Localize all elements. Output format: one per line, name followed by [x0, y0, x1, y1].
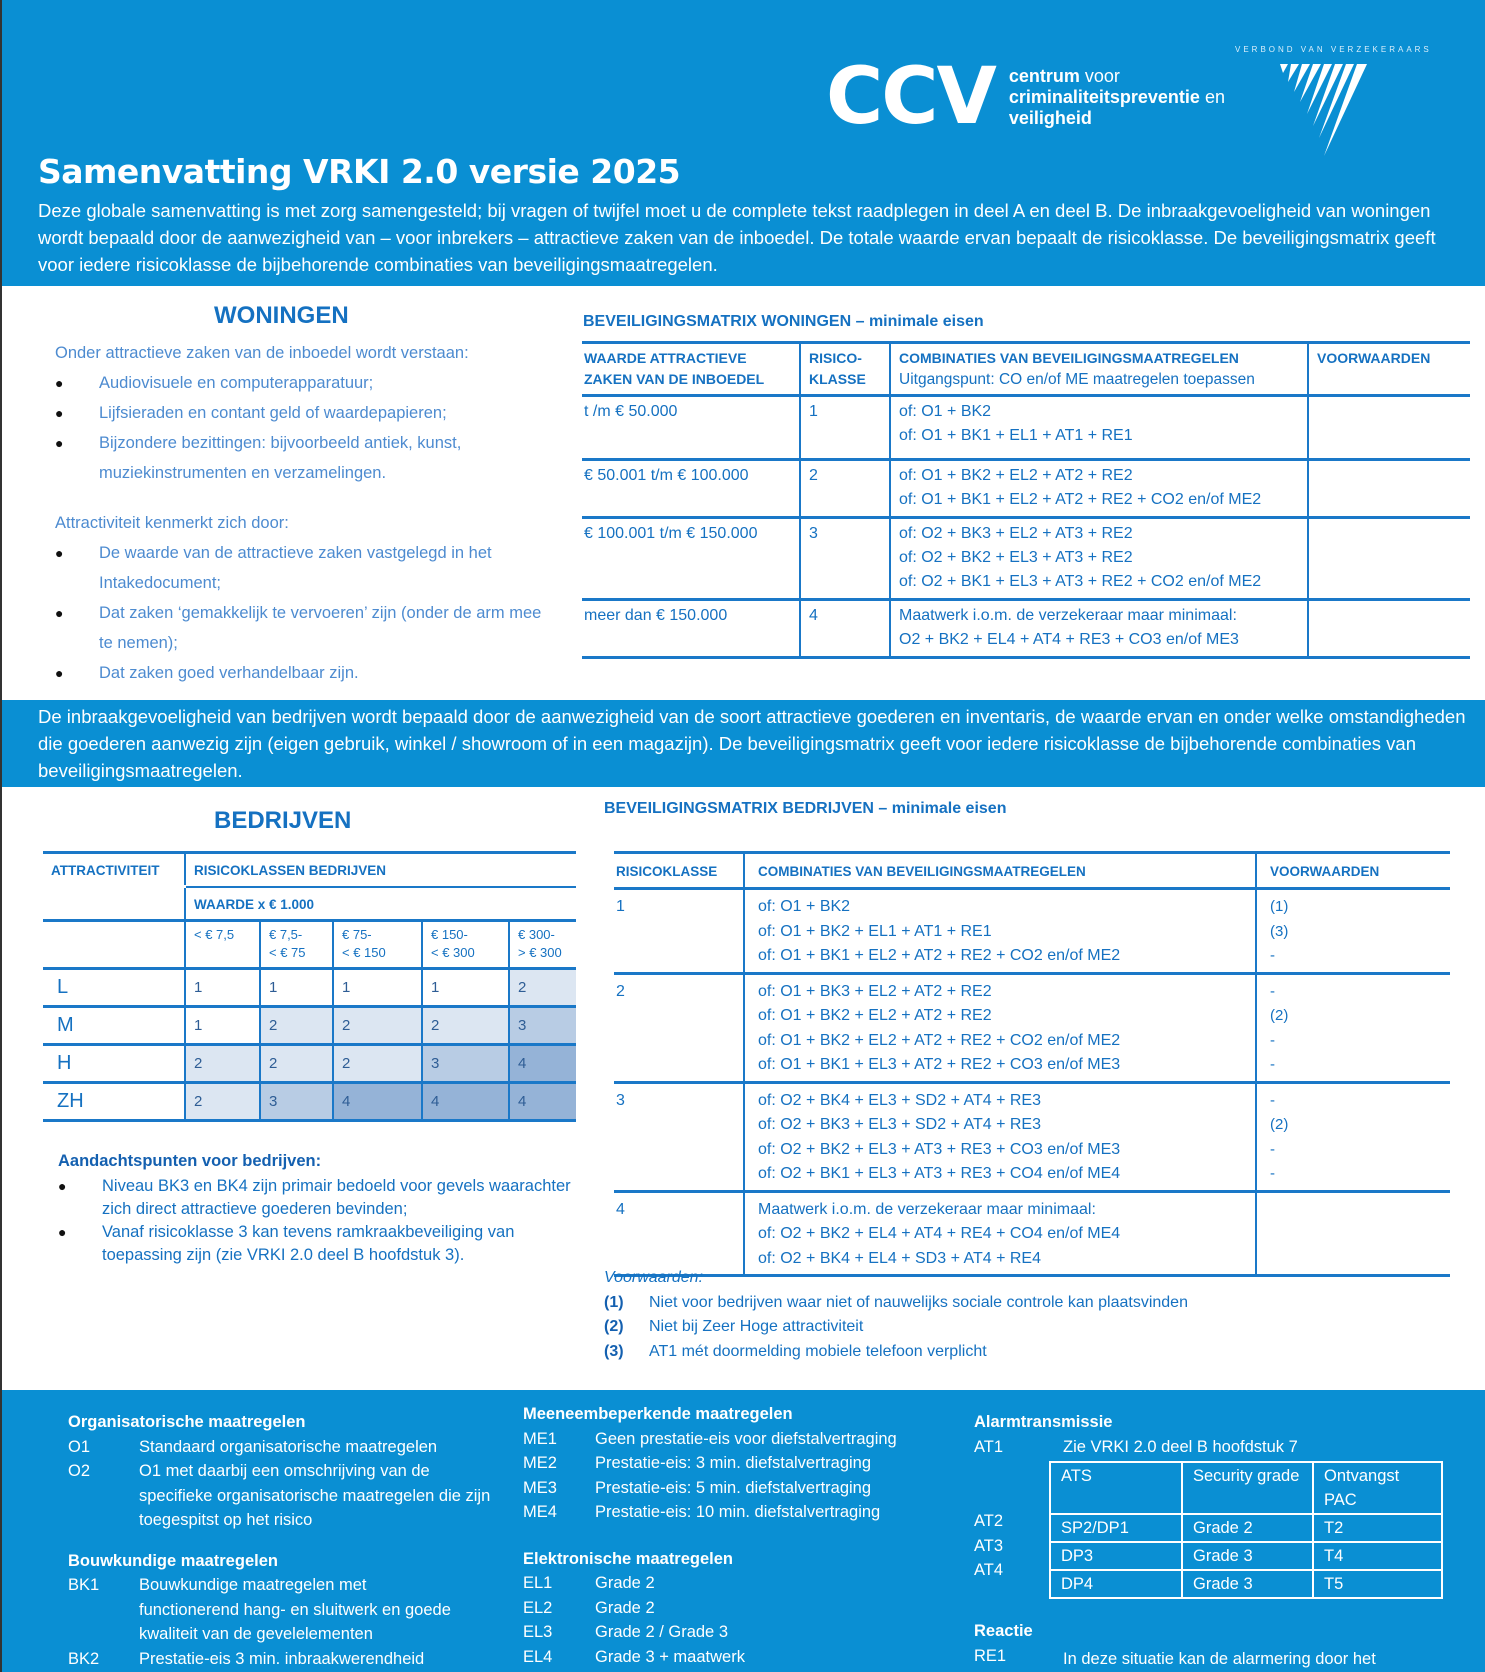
legend-item: ME4 Prestatie-eis: 10 min. diefstalvertraging — [523, 1503, 881, 1521]
list-item: ● De waarde van de attractieve zaken vastgelegd in het Intakedocument; — [55, 538, 555, 598]
bedrijven-heading: BEDRIJVEN — [214, 807, 352, 834]
bullet-icon: ● — [58, 1178, 67, 1194]
col-attractiviteit: ATTRACTIVITEIT — [51, 863, 160, 878]
list-item: (2) Niet bij Zeer Hoge attractiviteit — [604, 1318, 864, 1335]
table-row: meer dan € 150.000 4 Maatwerk i.o.m. de verzekeraar maar minimaal: O2 + BK2 + EL4 + AT4 + RE3 + CO3 en/of ME3 — [582, 600, 1470, 658]
list-item: ● Vanaf risicoklasse 3 kan tevens ramkraakbeveiliging van toepassing zijn (zie VRKI 2.0 deel B hoofdstuk 3). — [58, 1221, 578, 1267]
verbond-label: VERBOND VAN VERZEKERAARS — [1235, 45, 1432, 54]
bullet-icon: ● — [55, 605, 64, 621]
aandachtspunten — [58, 1150, 578, 1267]
legend-item: O2 O1 met daarbij een omschrijving van de specifieke organisatorische maatregelen die zijn toegespitst op het risico — [68, 1462, 491, 1529]
col-waarde: WAARDE ATTRACTIEVE ZAKEN VAN DE INBOEDEL — [584, 350, 765, 387]
legend-item: EL1 Grade 2 — [523, 1574, 655, 1592]
table-header-row: ATS Security grade Ontvangst PAC — [1050, 1462, 1442, 1514]
table-row: 2 of: O1 + BK3 + EL2 + AT2 + RE2 of: O1 + BK2 + EL2 + AT2 + RE2 of: O1 + BK2 + EL2 + AT2 + RE2 + CO2 en/of ME2 of: O1 + BK1 + EL3 + AT2 + RE2 + CO3 en/of ME3 - (2) - - — [614, 973, 1450, 1082]
woningen-matrix-table — [582, 341, 1470, 659]
col-combinaties: COMBINATIES VAN BEVEILIGINGSMAATREGELEN Uitgangspunt: CO en/of ME maatregelen toepassen — [890, 343, 1308, 396]
at-code: AT3 — [974, 1536, 1004, 1555]
bullet-icon: ● — [58, 1224, 67, 1240]
table-row: € 50.001 t/m € 100.000 2 of: O1 + BK2 + EL2 + AT2 + RE2 of: O1 + BK1 + EL2 + AT2 + RE2 + CO2 en/of ME2 — [582, 460, 1470, 518]
table-row: 1 of: O1 + BK2 of: O1 + BK2 + EL1 + AT1 + RE1 of: O1 + BK1 + EL2 + AT2 + RE2 + CO2 en/of ME2 (1) (3) - — [614, 889, 1450, 974]
table-header-row — [582, 343, 1470, 396]
legend-heading: Meeneembeperkende maatregelen — [523, 1405, 793, 1423]
table-row: ZH 2 3 4 4 4 — [43, 1083, 576, 1121]
bedrijven-matrix-table — [614, 851, 1450, 1277]
legend-item: O1 Standaard organisatorische maatregelen — [68, 1437, 438, 1456]
alarm-transmission-table — [1049, 1461, 1443, 1599]
aandachtspunten-heading: Aandachtspunten voor bedrijven: — [58, 1152, 322, 1170]
col-combinaties: COMBINATIES VAN BEVEILIGINGSMAATREGELEN — [744, 853, 1256, 889]
logo-line2: criminaliteitspreventie — [1008, 86, 1200, 107]
at-code: AT4 — [974, 1561, 1004, 1579]
ccv-logo-text — [1009, 66, 1225, 129]
woningen-heading: WONINGEN — [214, 302, 349, 329]
list1-lead: Onder attractieve zaken van de inboedel wordt verstaan: — [55, 344, 469, 362]
table-row: € 100.001 t/m € 150.000 3 of: O2 + BK3 + EL2 + AT3 + RE2 of: O2 + BK2 + EL3 + AT3 + RE2 of: O2 + BK1 + EL3 + AT3 + RE2 + CO2 en/of ME2 — [582, 518, 1470, 600]
header-band — [2, 0, 1485, 286]
col-voorwaarden: VOORWAARDEN — [1308, 343, 1470, 396]
list-item: ● Bijzondere bezittingen: bijvoorbeeld antiek, kunst, muziekinstrumenten en verzamelingen. — [55, 428, 555, 488]
voorwaarden-notes — [604, 1266, 1188, 1364]
legend-heading: Elektronische maatregelen — [523, 1549, 734, 1568]
table-row: 4 Maatwerk i.o.m. de verzekeraar maar minimaal: of: O2 + BK2 + EL4 + AT4 + RE4 + CO4 en/of ME4 of: O2 + BK4 + EL4 + SD3 + AT4 + RE4 — [614, 1191, 1450, 1276]
bullet-icon: ● — [55, 375, 64, 391]
list-item: ● Audiovisuele en computerapparatuur; — [55, 368, 555, 398]
legend-alarm-codes — [974, 1509, 1003, 1583]
table-row: SP2/DP1 Grade 2 T2 — [1050, 1514, 1442, 1542]
list-item: ● Dat zaken goed verhandelbaar zijn. — [55, 658, 555, 688]
bedrijven-intro-band: De inbraakgevoeligheid van bedrijven wordt bepaald door de aanwezigheid van de soort attractieve goederen en inventaris, de waarde ervan en onder welke omstandigheden die goederen aanwezig zijn (eigen gebruik, winkel / showroom of in een magazijn). De beveiligingsmatrix geeft voor iedere risicoklasse de bijbehorende combinaties van beveiligingsmaatregelen. — [2, 700, 1485, 787]
woningen-matrix-title: BEVEILIGINGSMATRIX WONINGEN – minimale eisen — [583, 313, 984, 330]
table-row: DP4 Grade 3 T5 — [1050, 1570, 1442, 1598]
table-subheader-row — [43, 887, 576, 921]
col-waarde: WAARDE x € 1.000 — [185, 887, 576, 921]
table-row: t /m € 50.000 1 of: O1 + BK2 of: O1 + BK1 + EL1 + AT1 + RE1 — [582, 396, 1470, 460]
bullet-icon: ● — [55, 665, 64, 681]
ccv-logo — [826, 52, 1225, 142]
table-header-row — [43, 853, 576, 887]
legend-alarm — [974, 1410, 1474, 1459]
list-item: (1) Niet voor bedrijven waar niet of nauwelijks sociale controle kan plaatsvinden — [604, 1293, 1188, 1311]
list-item: (3) AT1 mét doormelding mobiele telefoon verplicht — [604, 1342, 987, 1360]
table-row: H 2 2 2 3 4 — [43, 1045, 576, 1083]
legend-meeneem — [523, 1402, 953, 1669]
list2-lead: Attractiviteit kenmerkt zich door: — [55, 514, 289, 532]
bedrijven-matrix-title: BEVEILIGINGSMATRIX BEDRIJVEN – minimale eisen — [604, 800, 1007, 817]
legend-heading: Organisatorische maatregelen — [68, 1413, 306, 1431]
logo-line3: veiligheid — [1008, 107, 1092, 128]
legend-item: ME3 Prestatie-eis: 5 min. diefstalvertraging — [523, 1478, 872, 1497]
list-item: ● Dat zaken ‘gemakkelijk te vervoeren’ zijn (onder de arm mee te nemen); — [55, 598, 555, 658]
table-row: DP3 Grade 3 T4 — [1050, 1542, 1442, 1570]
logo-line1-light: voor — [1079, 65, 1120, 86]
woningen-lists — [55, 338, 555, 688]
verbond-triangle-icon — [1280, 64, 1370, 156]
ccv-logo-mark: CCV — [826, 52, 995, 142]
voorwaarden-heading: Voorwaarden: — [604, 1269, 704, 1286]
bullet-icon: ● — [55, 545, 64, 561]
legend-item: RE1 In deze situatie kan de alarmering door het — [974, 1646, 1376, 1668]
bullet-icon: ● — [55, 435, 64, 451]
col-voorwaarden: VOORWAARDEN — [1256, 853, 1450, 889]
legend-reactie — [974, 1619, 1474, 1671]
logo-line2-light: en — [1199, 86, 1225, 107]
col-klasse: RISICO- KLASSE — [800, 343, 890, 396]
legend-item: BK2 Prestatie-eis 3 min. inbraakwerendheid — [68, 1649, 425, 1668]
legend-item: BK1 Bouwkundige maatregelen met functionerend hang- en sluitwerk en goede kwaliteit van de gevelelementen — [68, 1576, 451, 1643]
verbond-logo — [1235, 45, 1432, 161]
legend-item: EL2 Grade 2 — [523, 1598, 655, 1617]
risicoklassen-table — [43, 851, 576, 1122]
logo-line1: centrum — [1008, 65, 1080, 86]
page-title: Samenvatting VRKI 2.0 versie 2025 — [38, 152, 681, 191]
legend-heading: Bouwkundige maatregelen — [68, 1551, 278, 1570]
table-row: 3 of: O2 + BK4 + EL3 + SD2 + AT4 + RE3 of: O2 + BK3 + EL3 + SD2 + AT4 + RE3 of: O2 + BK2 + EL3 + AT3 + RE3 + CO3 en/of ME3 of: O2 + BK1 + EL3 + AT3 + RE3 + CO4 en/of ME4 - (2) - - — [614, 1082, 1450, 1191]
col-klasse: RISICOKLASSE — [616, 864, 718, 879]
legend-item: EL4 Grade 3 + maatwerk — [523, 1647, 745, 1666]
legend-item: AT1 Zie VRKI 2.0 deel B hoofdstuk 7 — [974, 1437, 1298, 1456]
col-risicoklassen: RISICOKLASSEN BEDRIJVEN — [185, 853, 576, 887]
list-item: ● Niveau BK3 en BK4 zijn primair bedoeld voor gevels waarachter zich direct attractieve goederen bevinden; — [58, 1175, 578, 1221]
table-header-row — [614, 853, 1450, 889]
legend-heading: Alarmtransmissie — [974, 1413, 1113, 1431]
list-item: ● Lijfsieraden en contant geld of waardepapieren; — [55, 398, 555, 428]
legend-item: ME1 Geen prestatie-eis voor diefstalvertraging — [523, 1429, 897, 1448]
table-row: L 1 1 1 1 2 — [43, 969, 576, 1007]
table-row: M 1 2 2 2 3 — [43, 1007, 576, 1045]
intro-text: Deze globale samenvatting is met zorg samengesteld; bij vragen of twijfel moet u de complete tekst raadplegen in deel A en deel B. De inbraakgevoeligheid van woningen wordt bepaald door de aanwezigheid van – voor inbrekers – attractieve zaken van de inboedel. De totale waarde ervan bepaalt de risicoklasse. De beveiligingsmatrix geeft voor iedere risicoklasse de bijbehorende combinaties van beveiligingsmaatregelen. — [38, 200, 1436, 275]
at-code: AT2 — [974, 1512, 1004, 1530]
range-row: < € 7,5 € 7,5- < € 75 € 75- < € 150 € 150- < € 300 € 300- > € 300 — [43, 921, 576, 969]
legend-heading: Reactie — [974, 1622, 1033, 1640]
legend-item: ME2 Prestatie-eis: 3 min. diefstalvertraging — [523, 1454, 872, 1472]
legend-item: EL3 Grade 2 / Grade 3 — [523, 1623, 728, 1641]
legend-organisatorisch — [68, 1410, 498, 1671]
bullet-icon: ● — [55, 405, 64, 421]
